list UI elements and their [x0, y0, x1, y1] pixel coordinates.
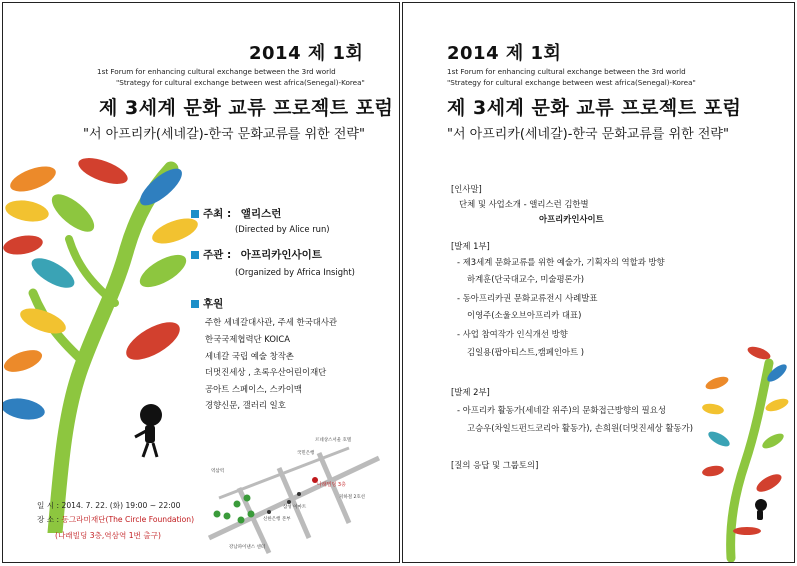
location-map: [199, 428, 389, 558]
leaf: [3, 395, 46, 422]
section-title: [질의 응답 및 그룹토의]: [451, 460, 539, 470]
leaf: [760, 431, 786, 452]
leaf: [701, 464, 724, 478]
leaf: [704, 374, 730, 392]
leaf: [754, 471, 784, 495]
dash-icon: -: [457, 257, 463, 267]
bullet-square-icon: [191, 210, 199, 218]
map-label: 강남파이낸스 센터: [229, 545, 266, 550]
tree-illustration: [3, 153, 203, 533]
dash-icon: -: [457, 329, 463, 339]
leaf: [75, 153, 131, 189]
venue-note: (나래빌딩 3층,역삼역 1번 출구): [55, 531, 161, 540]
leaf: [27, 252, 79, 293]
forum-subtitle-kr: "서 아프리카(세네갈)-한국 문화교류를 위한 전략": [447, 127, 729, 142]
section-title: [발제 2부]: [451, 387, 490, 397]
sponsor-label: 후원: [203, 298, 224, 310]
strategy-title-en: "Strategy for cultural exchange between west africa(Senegal)-Korea": [447, 78, 696, 87]
date-value: 2014. 7. 22. (화) 19:00 ~ 22:00: [61, 501, 181, 510]
program-item: - 아프리카 활동가(세네갈 위주)의 문화접근방향의 필요성: [457, 405, 666, 415]
date-label: 일 시 :: [37, 501, 60, 510]
flyer-front-page: [2, 2, 400, 563]
forum-title-kr: 제 3세계 문화 교류 프로젝트 포럼: [99, 97, 394, 119]
section-title: [인사말]: [451, 184, 482, 194]
map-label: 신한은행 본부: [263, 517, 291, 522]
organizer-row: [191, 247, 322, 262]
venue-label: 장 소 :: [37, 515, 60, 524]
forum-year: 2014 제 1회: [249, 43, 364, 64]
map-label: 르네상스서울 호텔: [315, 438, 352, 443]
leaf: [701, 402, 724, 416]
organizer-en: (Organized by Africa Insight): [235, 267, 355, 277]
forum-year: 2014 제 1회: [447, 43, 562, 64]
venue-value: 동그라미재단(The Circle Foundation): [61, 515, 195, 524]
sponsor-item: 더멋진세상 , 초록우산어린이재단: [205, 367, 327, 377]
sponsor-item: 한국국제협력단 KOICA: [205, 334, 290, 344]
small-tree-illustration: [699, 343, 789, 563]
leaf: [4, 197, 51, 224]
map-label: 나래빌딩 3층: [317, 482, 346, 488]
organizer-label: 주관 :: [203, 249, 232, 261]
bullet-square-icon: [191, 251, 199, 259]
map-label: 삼성 이마트: [283, 505, 307, 510]
bullet-square-icon: [191, 300, 199, 308]
host-row: [191, 206, 281, 221]
leaf: [135, 248, 191, 293]
map-label: 역삼역: [211, 469, 225, 474]
host-label: 주최 :: [203, 208, 232, 220]
sponsor-item: 경향신문, 갤러리 일호: [205, 400, 286, 410]
forum-title-en: 1st Forum for enhancing cultural exchange between the 3rd world: [447, 67, 686, 76]
forum-subtitle-kr: "서 아프리카(세네갈)-한국 문화교류를 위한 전략": [83, 127, 365, 142]
organizer-name: 아프리카인사이트: [240, 249, 322, 261]
program-item: 하계훈(단국대교수, 미술평론가): [467, 274, 585, 284]
program-item: 이영주(소울오브아프리카 대표): [467, 310, 582, 320]
leaf: [3, 233, 44, 258]
forum-title-en: 1st Forum for enhancing cultural exchange between the 3rd world: [97, 67, 336, 76]
program-item: 고승우(차일드펀드코리아 활동가), 손희원(더멋진세상 활동가): [467, 423, 693, 433]
event-venue: [37, 514, 194, 525]
program-item: 김일용(팝아티스트,캠페인아트 ): [467, 347, 585, 357]
leaf: [3, 346, 45, 377]
program-item: - 사업 참여작가 인식개선 방향: [457, 329, 568, 339]
strategy-title-en: "Strategy for cultural exchange between west africa(Senegal)-Korea": [116, 78, 365, 87]
sponsor-item: 세네갈 국립 예술 창작촌: [205, 351, 294, 361]
program-item: 아프리카인사이트: [539, 214, 604, 224]
sponsor-item: 공아트 스페이스, 스카이맥: [205, 384, 302, 394]
leaf: [7, 161, 59, 196]
sponsor-row: [191, 296, 223, 311]
section-title: [발제 1부]: [451, 241, 490, 251]
dash-icon: -: [457, 405, 463, 415]
program-item: - 제3세계 문화교류를 위한 예술가, 기획자의 역할과 방향: [457, 257, 665, 267]
sponsor-item: 주한 세네갈대사관, 주세 한국대사관: [205, 317, 338, 327]
program-item: - 동아프리카권 문화교류전시 사례발표: [457, 293, 598, 303]
leaf: [121, 315, 186, 368]
dash-icon: -: [457, 293, 463, 303]
leaf: [46, 188, 100, 238]
host-name: 앨리스런: [240, 208, 282, 220]
flyer-program-page: [402, 2, 795, 563]
forum-title-kr: 제 3세계 문화 교류 프로젝트 포럼: [447, 97, 742, 119]
leaf: [764, 396, 789, 414]
host-en: (Directed by Alice run): [235, 224, 330, 234]
map-label: 지하철 2호선: [339, 495, 366, 500]
event-date: [37, 500, 180, 511]
destination-marker-icon: [312, 477, 318, 483]
leaf: [706, 429, 732, 450]
program-item: 단체 및 사업소개 - 앨리스런 김한별: [459, 199, 589, 209]
map-label: 국민은행: [297, 451, 315, 456]
